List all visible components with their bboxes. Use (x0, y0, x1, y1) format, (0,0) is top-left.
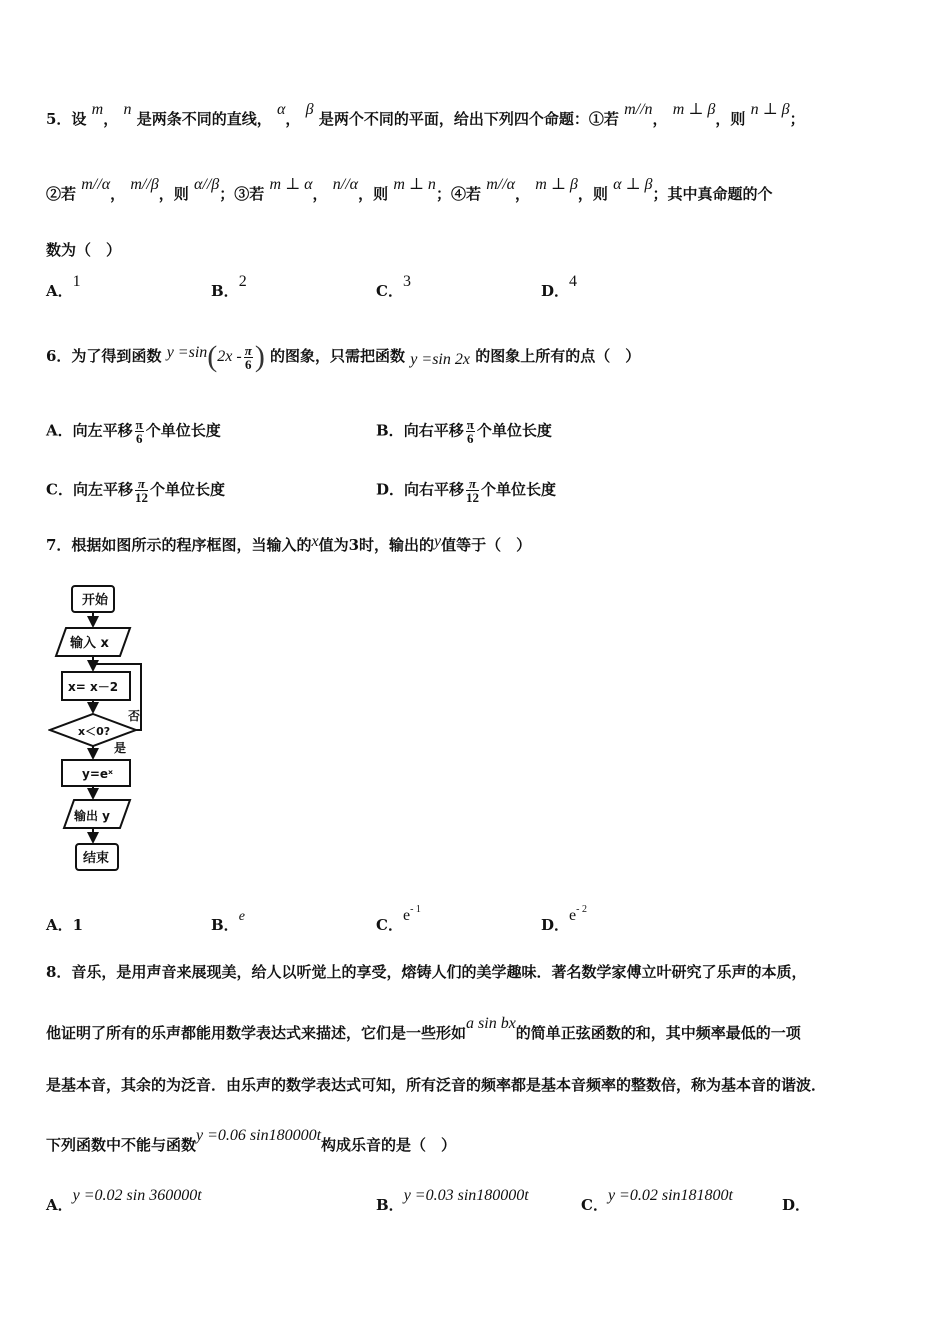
flow-output-label: 输出 y (74, 809, 111, 823)
pi-over-6-fraction: $\frac{\pi}{6}$ (244, 342, 252, 372)
q7-stem: 7．根据如图所示的程序框图，当输入的x值为3时，输出的y值等于（ ） (46, 533, 532, 554)
q5-option-a[interactable]: A．1 (46, 273, 81, 300)
q5-option-d[interactable]: D．4 (541, 273, 578, 300)
q6-option-a[interactable]: A．向左平移 $\frac{\pi}{6}$ 个单位长度 (46, 417, 221, 446)
flow-no-label: 否 (128, 709, 141, 723)
q7-option-b[interactable]: B．e (211, 909, 245, 934)
flow-cond-label: x＜0? (78, 725, 111, 738)
flowchart (48, 580, 158, 880)
flow-input-label: 输入 x (70, 636, 109, 651)
q5-line-1: 5．设 m， n 是两条不同的直线， α， β 是两个不同的平面，给出下列四个命题：①若 m//n， m ⊥ β，则 n ⊥ β； (46, 101, 805, 128)
q5-option-b[interactable]: B．2 (211, 273, 247, 300)
flow-end-label: 结束 (83, 851, 110, 866)
q5-line-2: ②若 m//α， m//β，则 α//β；③若 m ⊥ α， n//α，则 m ⊥ n；④若 m//α， m ⊥ β，则 α ⊥ β；其中真命题的个 (46, 176, 773, 203)
q8-option-d[interactable]: D． (782, 1196, 811, 1214)
flow-compute-label: y=eˣ (82, 767, 113, 781)
q7-option-c[interactable]: C．$e^{- 1}$ (376, 904, 421, 934)
q8-line-2: 他证明了所有的乐声都能用数学表达式来描述，它们是一些形如a sin bx的简单正弦函数的和，其中频率最低的一项 (46, 1015, 801, 1042)
flow-assign-label: x= x－2 (68, 680, 119, 694)
q6-option-c[interactable]: C．向左平移 $\frac{\pi}{12}$ 个单位长度 (46, 476, 225, 505)
q5-line-3: 数为（ ） (46, 241, 122, 259)
q8-line-3: 是基本音，其余的为泛音．由乐声的数学表达式可知，所有泛音的频率都是基本音频率的整数倍，称为基本音的谐波． (46, 1076, 827, 1094)
flow-yes-label: 是 (114, 741, 127, 755)
q6-option-b[interactable]: B．向右平移 $\frac{\pi}{6}$ 个单位长度 (376, 417, 552, 446)
q7-option-a[interactable]: A．1 (46, 916, 84, 934)
q8-line-1: 8．音乐，是用声音来展现美，给人以听觉上的享受，熔铸人们的美学趣味．著名数学家傅立叶研究了乐声的本质， (46, 963, 807, 981)
flow-start-label: 开始 (82, 593, 109, 608)
q7-option-d[interactable]: D．$e^{- 2}$ (541, 904, 587, 934)
q8-option-a[interactable]: A．y =0.02 sin 360000t (46, 1187, 202, 1214)
q6-stem: 6．为了得到函数 y =sin(2x - $\frac{\pi}{6}$ ) 的图象，只需把函数 y =sin 2x 的图象上所有的点（ ） (46, 340, 641, 373)
q8-option-b[interactable]: B．y =0.03 sin180000t (376, 1187, 529, 1214)
q8-line-4: 下列函数中不能与函数y =0.06 sin180000t构成乐音的是（ ） (46, 1127, 457, 1154)
q5-option-c[interactable]: C．3 (376, 273, 411, 300)
q8-option-c[interactable]: C．y =0.02 sin181800t (581, 1187, 733, 1214)
q6-option-d[interactable]: D．向右平移 $\frac{\pi}{12}$ 个单位长度 (376, 476, 557, 505)
